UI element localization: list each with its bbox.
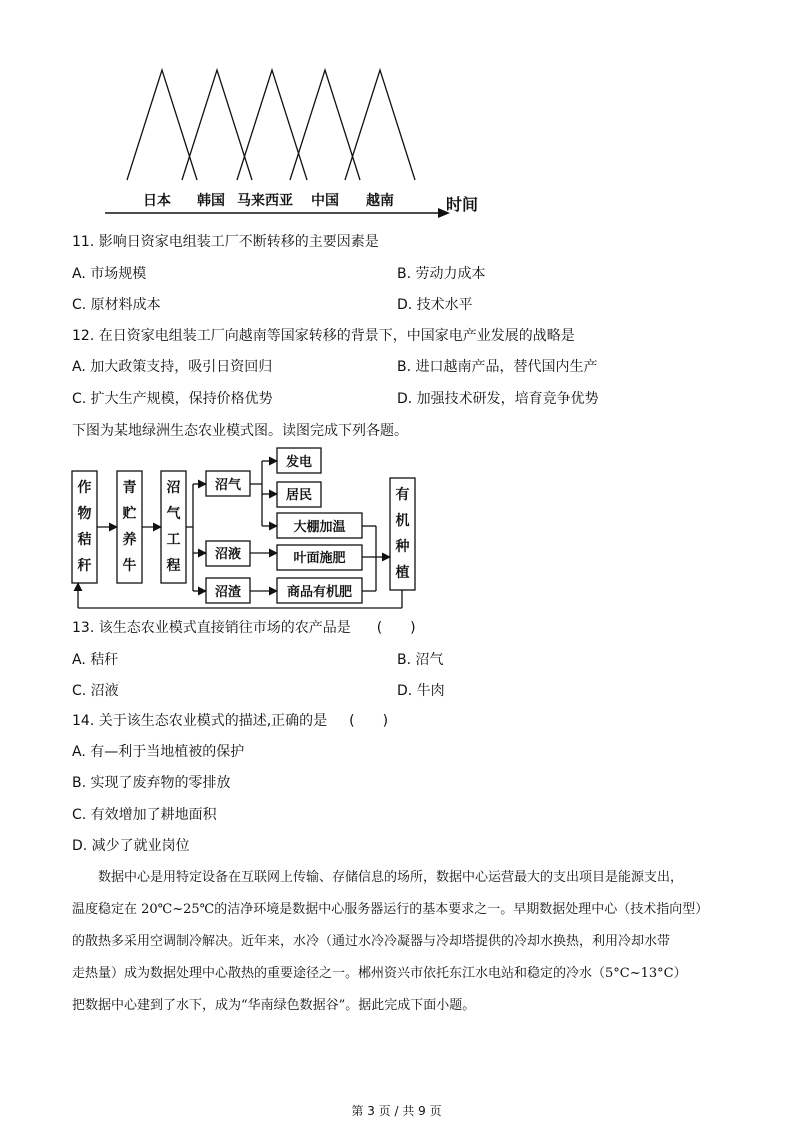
q12-stem: 12. 在日资家电组装工厂向越南等国家转移的背景下，中国家电产业发展的战略是 <box>72 328 575 344</box>
organic-char-3: 种 <box>395 539 410 555</box>
q13-option-b[interactable]: B. 沼气 <box>397 652 444 668</box>
project-char-1: 沼 <box>166 480 181 496</box>
passage-line-4: 走热量）成为数据处理中心散热的重要途径之一。郴州资兴市依托东江水电站和稳定的冷水（5°C~13°C） <box>72 966 687 981</box>
label-japan: 日本 <box>143 193 171 209</box>
label-malaysia: 马来西亚 <box>237 193 293 209</box>
organic-char-4: 植 <box>395 565 410 581</box>
q14-option-d[interactable]: D. 减少了就业岗位 <box>72 838 190 854</box>
label-residents: 居民 <box>285 488 313 503</box>
q13-option-a[interactable]: A. 秸秆 <box>72 652 119 668</box>
project-char-4: 程 <box>166 558 181 574</box>
straw-char-3: 秸 <box>77 532 92 548</box>
cattle-char-4: 牛 <box>122 558 137 574</box>
cattle-char-1: 青 <box>122 480 137 496</box>
organic-char-2: 机 <box>395 513 410 529</box>
axis-label-time: 时间 <box>446 195 479 214</box>
q13-option-c[interactable]: C. 沼液 <box>72 683 119 699</box>
intro-13-14: 下图为某地绿洲生态农业模式图。读图完成下列各题。 <box>72 423 408 439</box>
label-biogas: 沼气 <box>214 478 242 493</box>
straw-char-4: 秆 <box>77 558 92 574</box>
q13-stem-text: 13. 该生态农业模式直接销往市场的农产品是 <box>72 620 351 636</box>
q11-stem: 11. 影响日资家电组装工厂不断转移的主要因素是 <box>72 234 379 250</box>
q14-blank[interactable]: ( ) <box>349 713 389 729</box>
straw-char-1: 作 <box>77 480 92 496</box>
label-fertilizer: 商品有机肥 <box>286 585 353 600</box>
q14-option-c[interactable]: C. 有效增加了耕地面积 <box>72 807 217 823</box>
q14-option-a[interactable]: A. 有—利于当地植被的保护 <box>72 744 245 760</box>
q12-option-b[interactable]: B. 进口越南产品，替代国内生产 <box>397 359 598 375</box>
data-center-passage <box>72 862 724 1022</box>
cattle-char-2: 贮 <box>122 506 137 522</box>
q12-option-c[interactable]: C. 扩大生产规模，保持价格优势 <box>72 391 273 407</box>
passage-line-1: 数据中心是用特定设备在互联网上传输、存储信息的场所，数据中心运营最大的支出项目是能源支出， <box>72 870 684 885</box>
passage-line-3: 的散热多采用空调制冷解决。近年来，水冷（通过水冷冷凝器与冷却塔提供的冷却水换热，利用冷却水带 <box>72 934 671 949</box>
q11-option-b[interactable]: B. 劳动力成本 <box>397 266 486 282</box>
label-vietnam: 越南 <box>366 193 394 209</box>
page-footer: 第 3 页 / 共 9 页 <box>351 1104 442 1118</box>
q11-option-c[interactable]: C. 原材料成本 <box>72 297 161 313</box>
passage-line-2: 温度稳定在 20℃~25℃的洁净环境是数据中心服务器运行的基本要求之一。早期数据处理中心（技术指向型） <box>72 902 709 917</box>
label-china: 中国 <box>311 193 339 209</box>
label-greenhouse: 大棚加温 <box>293 520 346 535</box>
q11-option-a[interactable]: A. 市场规模 <box>72 266 147 282</box>
q11-option-d[interactable]: D. 技术水平 <box>397 297 473 313</box>
straw-char-2: 物 <box>77 506 92 522</box>
q13-stem <box>72 619 416 637</box>
q14-stem-text: 14. 关于该生态农业模式的描述,正确的是 <box>72 713 328 729</box>
label-liquid: 沼液 <box>214 547 242 562</box>
q14-option-b[interactable]: B. 实现了废弃物的零排放 <box>72 775 231 791</box>
label-korea: 韩国 <box>197 193 225 209</box>
project-char-3: 工 <box>166 532 181 548</box>
q14-stem <box>72 712 388 730</box>
label-foliar: 叶面施肥 <box>293 551 346 566</box>
cattle-char-3: 养 <box>122 532 137 548</box>
passage-line-5: 把数据中心建到了水下，成为“华南绿色数据谷”。据此完成下面小题。 <box>72 998 476 1013</box>
q13-blank[interactable]: ( ) <box>376 620 416 636</box>
q12-option-a[interactable]: A. 加大政策支持，吸引日资回归 <box>72 359 273 375</box>
q13-option-d[interactable]: D. 牛肉 <box>397 683 445 699</box>
label-power: 发电 <box>285 455 313 470</box>
label-residue: 沼渣 <box>214 585 242 600</box>
q12-option-d[interactable]: D. 加强技术研发，培育竞争优势 <box>397 391 599 407</box>
organic-char-1: 有 <box>395 487 410 503</box>
project-char-2: 气 <box>166 506 181 522</box>
